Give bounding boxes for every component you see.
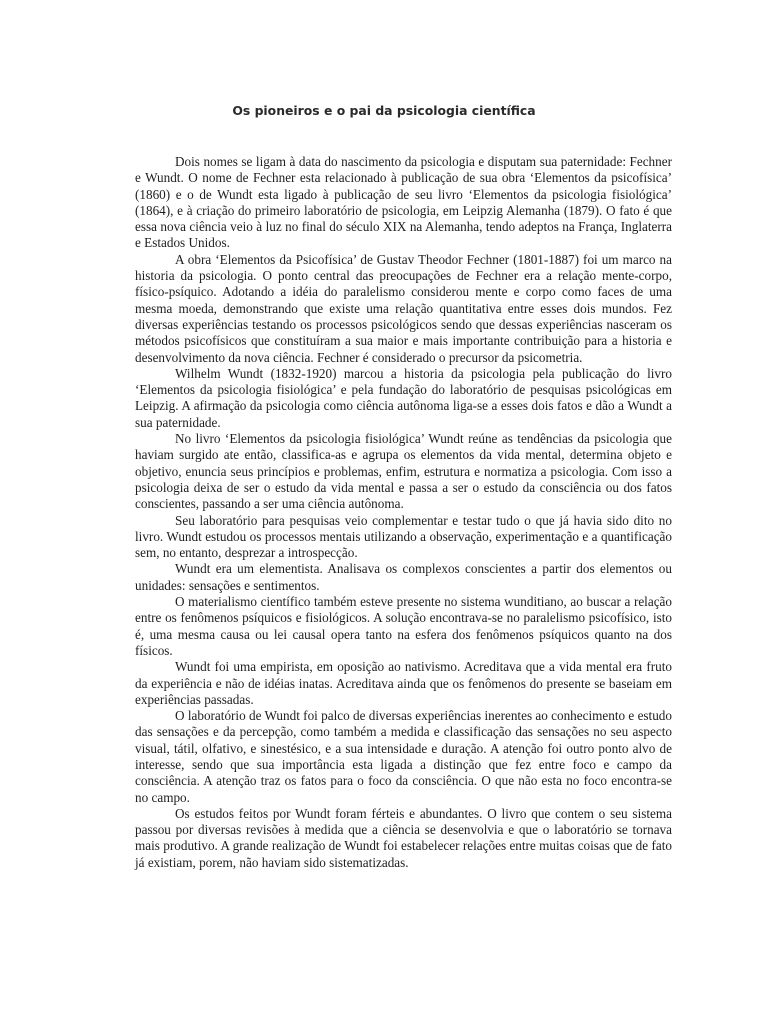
- paragraph: O materialismo científico também esteve presente no sistema wunditiano, ao buscar a relação entre os fenômenos psíquicos e fisiológicos. A solução encontrava-se no paralelismo psicofísico, isto é, uma mesma causa ou lei causal opera tanto na esfera dos fenômenos psíquicos quanto na dos físicos.: [135, 594, 672, 658]
- paragraph: Wilhelm Wundt (1832-1920) marcou a historia da psicologia pela publicação do livro ‘Elementos da psicologia fisiológica’ e pela fundação do laboratório de pesquisas psicológicas em Leipzig. A afirmação da psicologia como ciência autônoma liga-se a esses dois fatos e dão a Wundt a sua paternidade.: [135, 365, 672, 430]
- paragraph: No livro ‘Elementos da psicologia fisiológica’ Wundt reúne as tendências da psicologia que haviam surgido ate então, classifica-as e agrupa os elementos da vida mental, determina objeto e objetivo, enuncia seus princípios e problemas, enfim, estrutura e normatiza a psicologia. Com isso a psicologia deixa de ser o estudo da vida mental e passa a ser o estudo da consciência ou dos fatos conscientes, passando a ser uma ciência autônoma.: [135, 431, 672, 512]
- document-body: [135, 154, 672, 871]
- paragraph: Seu laboratório para pesquisas veio complementar e testar tudo o que já havia sido dito no livro. Wundt estudou os processos mentais utilizando a observação, experimentação e a quantificação sem, no entanto, desprezar a introspecção.: [135, 512, 672, 561]
- paragraph: Wundt foi uma empirista, em oposição ao nativismo. Acreditava que a vida mental era fruto da experiência e não de idéias inatas. Acreditava ainda que os fenômenos do presente se baseiam em experiências passadas.: [135, 659, 672, 707]
- paragraph: O laboratório de Wundt foi palco de diversas experiências inerentes ao conhecimento e estudo das sensações e da percepção, como também a medida e classificação das sensações no seu aspecto visual, tátil, olfativo, e sinestésico, e a sua intensidade e duração. A atenção foi outro ponto alvo de interesse, sendo que sua importância esta ligada a distinção que fez entre foco e campo da consciência. A atenção traz os fatos para o foco da consciência. O que não esta no foco encontra-se no campo.: [135, 708, 672, 805]
- paragraph: A obra ‘Elementos da Psicofísica’ de Gustav Theodor Fechner (1801-1887) foi um marco na historia da psicologia. O ponto central das preocupações de Fechner era a relação mente-corpo, físico-psíquico. Adotando a idéia do paralelismo considerou mente e corpo como faces de uma mesma moeda, demonstrando que existe uma relação quantitativa entre esses dois mundos. Fez diversas experiências testando os processos psicológicos sendo que dessas experiências nasceram os métodos psicofísicos que constituíram a sua maior e mais importante contribuição para a historia e desenvolvimento da nova ciência. Fechner é considerado o precursor da psicometria.: [135, 251, 672, 365]
- document-title: Os pioneiros e o pai da psicologia científica: [232, 103, 536, 118]
- paragraph: Dois nomes se ligam à data do nascimento da psicologia e disputam sua paternidade: Fechner e Wundt. O nome de Fechner esta relacionado à publicação de sua obra ‘Elementos da psicofísica’ (1860) e o de Wundt esta ligado à publicação de seu livro ‘Elementos da psicologia fisiológica’ (1864), e à criação do primeiro laboratório de psicologia, em Leipzig Alemanha (1879). O fato é que essa nova ciência veio à luz no final do século XIX na Alemanha, tendo adeptos na França, Inglaterra e Estados Unidos.: [135, 154, 672, 251]
- paragraph: Os estudos feitos por Wundt foram férteis e abundantes. O livro que contem o seu sistema passou por diversas revisões à medida que a ciência se desenvolvia e que o laboratório se tornava mais produtivo. A grande realização de Wundt foi estabelecer relações entre muitas coisas que de fato já existiam, porem, não haviam sido sistematizadas.: [135, 805, 672, 870]
- paragraph: Wundt era um elementista. Analisava os complexos conscientes a partir dos elementos ou unidades: sensações e sentimentos.: [135, 561, 672, 593]
